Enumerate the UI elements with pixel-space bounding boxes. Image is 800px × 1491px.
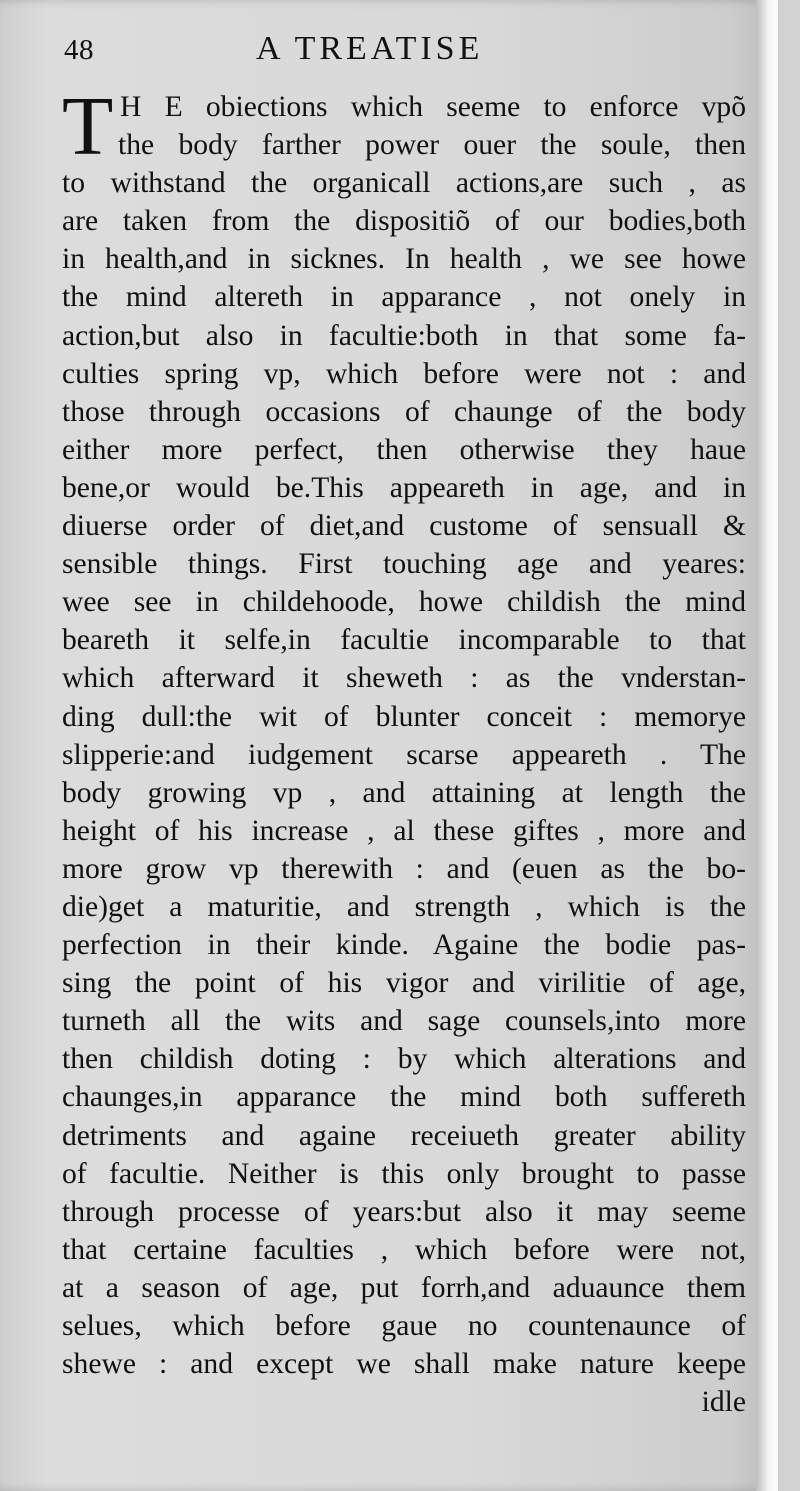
- text-line: selues, which before gaue no countenaunce of: [62, 1310, 746, 1342]
- text-line: are taken from the dispositiõ of our bodies,both: [62, 205, 746, 238]
- text-line: sensible things. First touching age and yeares:: [62, 548, 746, 581]
- text-line: perfection in their kinde. Againe the bodie pas-: [62, 929, 746, 962]
- text-line: bene,or would be.This appeareth in age, and in: [62, 471, 746, 504]
- text-line: to withstand the organicall actions,are such , as: [62, 167, 746, 200]
- text-line: body growing vp , and attaining at length the: [62, 776, 746, 809]
- text-line: which afterward it sheweth : as the vnderstan-: [62, 662, 746, 695]
- text-line: either more perfect, then otherwise they haue: [62, 433, 746, 466]
- text-line: the mind altereth in apparance , not onely in: [62, 281, 746, 314]
- text-line: slipperie:and iudgement scarse appeareth . The: [62, 738, 746, 771]
- text-line: through processe of years:but also it may seeme: [62, 1195, 746, 1228]
- text-line: chaunges,in apparance the mind both suffereth: [62, 1081, 746, 1114]
- page-edge: [756, 0, 778, 1491]
- text-line: in health,and in sicknes. In health , we see howe: [62, 243, 746, 276]
- text-line: sing the point of his vigor and virilitie of age,: [62, 967, 746, 1000]
- text-line: at a season of age, put forrh,and aduaunce them: [62, 1271, 746, 1304]
- text-line: the body farther power ouer the soule, then: [118, 129, 746, 162]
- drop-cap: T: [62, 80, 114, 173]
- text-line: detriments and againe receiueth greater ability: [62, 1119, 746, 1152]
- catchword: idle: [701, 1386, 746, 1419]
- text-line: more grow vp therewith : and (euen as the bo-: [62, 852, 746, 885]
- running-head: [64, 26, 744, 72]
- text-line: action,but also in facultie:both in that some fa-: [62, 319, 746, 352]
- text-block: [62, 80, 746, 1421]
- page-number: 48: [64, 34, 94, 66]
- text-line: ding dull:the wit of blunter conceit : memorye: [62, 700, 746, 733]
- running-title: A TREATISE: [256, 30, 484, 67]
- text-line: that certaine faculties , which before were not,: [62, 1233, 746, 1266]
- text-line: of facultie. Neither is this only brought to passe: [62, 1157, 746, 1190]
- text-line: shewe : and except we shall make nature keepe: [62, 1348, 746, 1381]
- text-line: beareth it selfe,in facultie incomparable to that: [62, 624, 746, 657]
- text-line: those through occasions of chaunge of the body: [62, 395, 746, 428]
- text-line: die)get a maturitie, and strength , which is the: [62, 890, 746, 923]
- text-line: diuerse order of diet,and custome of sensuall &: [62, 510, 746, 543]
- text-line: height of his increase , al these giftes , more and: [62, 814, 746, 847]
- text-line: then childish doting : by which alterations and: [62, 1043, 746, 1076]
- text-line: H E obiections which seeme to enforce vpõ: [120, 91, 746, 123]
- text-line: turneth all the wits and sage counsels,into more: [62, 1005, 746, 1038]
- text-line: culties spring vp, which before were not : and: [62, 357, 746, 390]
- text-line: wee see in childehoode, howe childish the mind: [62, 586, 746, 619]
